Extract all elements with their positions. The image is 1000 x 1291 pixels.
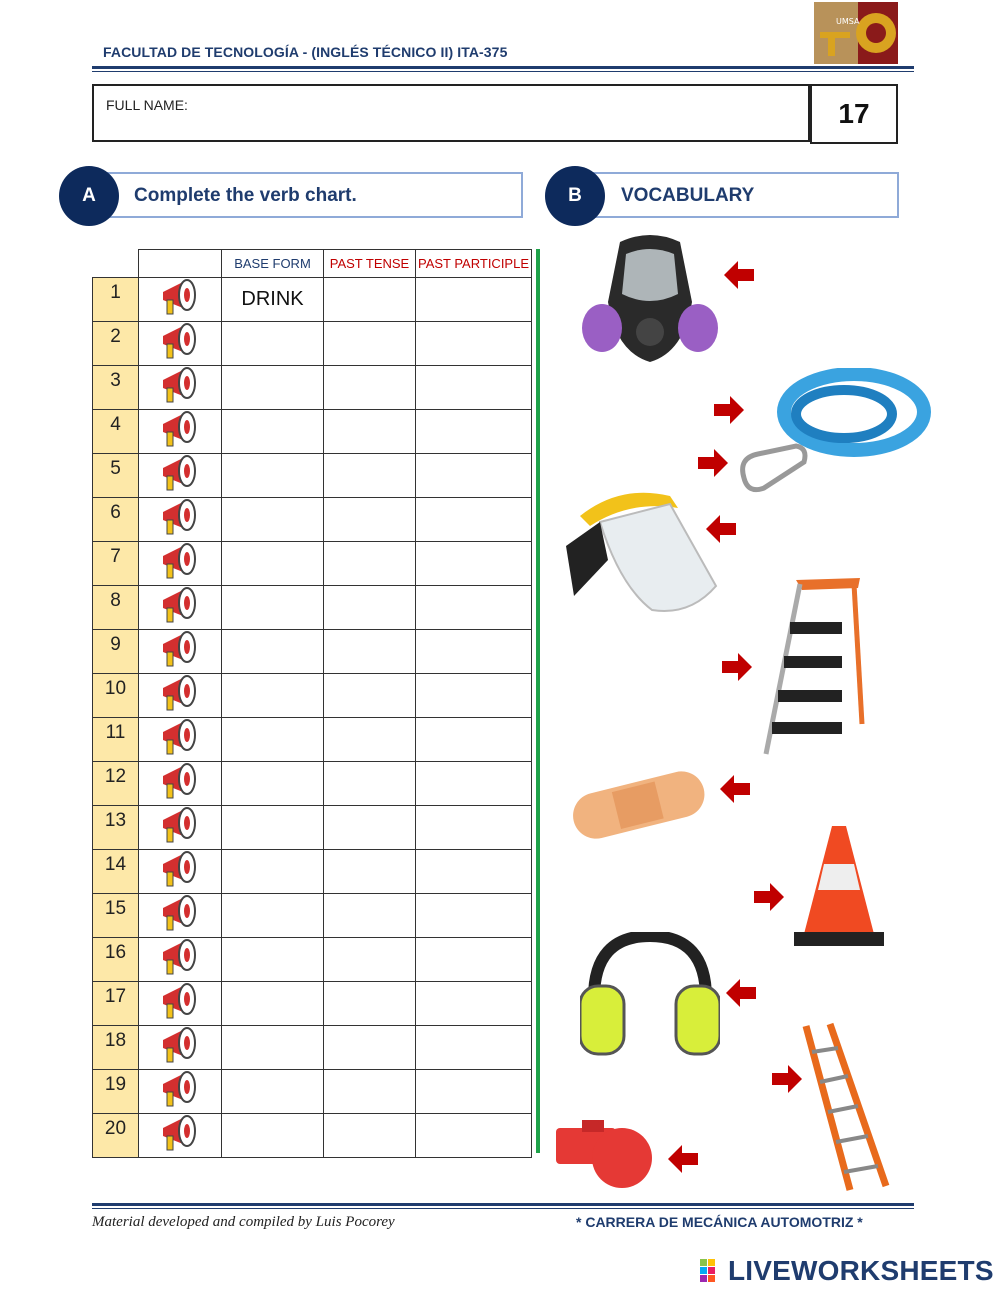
past-tense-cell[interactable]	[324, 894, 416, 938]
megaphone-icon[interactable]	[139, 410, 222, 454]
past-tense-cell[interactable]	[324, 718, 416, 762]
past-tense-cell[interactable]	[324, 454, 416, 498]
whistle-image	[554, 1110, 658, 1194]
base-form-cell[interactable]	[222, 850, 324, 894]
past-participle-cell[interactable]	[416, 1070, 532, 1114]
section-a-badge: A	[59, 166, 119, 226]
footer-credit: Material developed and compiled by Luis Pocorey	[92, 1214, 395, 1230]
footer-divider	[92, 1203, 914, 1206]
base-form-cell[interactable]	[222, 586, 324, 630]
header-blank	[93, 250, 139, 278]
megaphone-icon[interactable]	[139, 718, 222, 762]
past-tense-cell[interactable]	[324, 498, 416, 542]
past-tense-cell[interactable]	[324, 1070, 416, 1114]
base-form-cell[interactable]	[222, 806, 324, 850]
score-box: 17	[810, 84, 898, 144]
verb-chart-row	[93, 586, 532, 630]
verb-chart-row	[93, 674, 532, 718]
base-form-cell[interactable]	[222, 1114, 324, 1158]
header-title: FACULTAD DE TECNOLOGÍA - (INGLÉS TÉCNICO II) ITA-375	[103, 44, 508, 60]
base-form-cell[interactable]	[222, 498, 324, 542]
footer-career: * CARRERA DE MECÁNICA AUTOMOTRIZ *	[576, 1214, 863, 1230]
verb-chart-row	[93, 630, 532, 674]
row-number: 15	[93, 894, 139, 938]
row-number: 9	[93, 630, 139, 674]
arrow-right-icon	[752, 880, 786, 914]
liveworksheets-logo-icon	[700, 1259, 724, 1283]
megaphone-icon[interactable]	[139, 894, 222, 938]
past-participle-cell[interactable]	[416, 586, 532, 630]
past-participle-cell[interactable]	[416, 542, 532, 586]
base-form-cell[interactable]	[222, 674, 324, 718]
megaphone-icon[interactable]	[139, 806, 222, 850]
face-shield-image	[560, 486, 720, 616]
base-form-cell[interactable]	[222, 1070, 324, 1114]
past-tense-cell[interactable]	[324, 850, 416, 894]
row-number: 8	[93, 586, 139, 630]
row-number: 17	[93, 982, 139, 1026]
section-a-title: Complete the verb chart.	[134, 185, 357, 206]
past-tense-cell[interactable]	[324, 1026, 416, 1070]
past-tense-cell[interactable]	[324, 630, 416, 674]
verb-chart-row	[93, 542, 532, 586]
past-participle-cell[interactable]	[416, 498, 532, 542]
row-number: 5	[93, 454, 139, 498]
past-tense-cell[interactable]	[324, 938, 416, 982]
full-name-box[interactable]	[92, 84, 810, 142]
past-participle-cell[interactable]	[416, 938, 532, 982]
past-participle-cell[interactable]	[416, 410, 532, 454]
arrow-right-icon	[720, 650, 754, 684]
base-form-cell[interactable]	[222, 322, 324, 366]
past-tense-cell[interactable]	[324, 542, 416, 586]
past-participle-cell[interactable]	[416, 982, 532, 1026]
arrow-right-icon	[696, 446, 730, 480]
verb-chart-row	[93, 806, 532, 850]
base-form-cell[interactable]	[222, 410, 324, 454]
section-b-badge: B	[545, 166, 605, 226]
carabiner-image	[734, 438, 810, 498]
megaphone-icon[interactable]	[139, 454, 222, 498]
past-tense-cell[interactable]	[324, 410, 416, 454]
header-divider-thin	[92, 71, 914, 72]
past-participle-cell[interactable]	[416, 278, 532, 322]
megaphone-icon[interactable]	[139, 366, 222, 410]
past-tense-cell[interactable]	[324, 762, 416, 806]
arrow-left-icon	[724, 976, 758, 1010]
base-form-cell[interactable]	[222, 630, 324, 674]
header-past-participle: PAST PARTICIPLE	[416, 250, 532, 278]
base-form-cell[interactable]	[222, 542, 324, 586]
row-number: 4	[93, 410, 139, 454]
megaphone-icon[interactable]	[139, 674, 222, 718]
header-divider	[92, 66, 914, 69]
megaphone-icon[interactable]	[139, 498, 222, 542]
base-form-cell[interactable]	[222, 454, 324, 498]
arrow-left-icon	[722, 258, 756, 292]
verb-chart-row	[93, 366, 532, 410]
liveworksheets-brand[interactable]	[700, 1255, 994, 1287]
header-base-form: BASE FORM	[222, 250, 324, 278]
megaphone-icon[interactable]	[139, 322, 222, 366]
megaphone-icon[interactable]	[139, 1070, 222, 1114]
past-participle-cell[interactable]	[416, 366, 532, 410]
row-number: 16	[93, 938, 139, 982]
base-form-cell[interactable]	[222, 366, 324, 410]
header-past-tense: PAST TENSE	[324, 250, 416, 278]
gas-mask-image	[580, 232, 720, 370]
megaphone-icon[interactable]	[139, 586, 222, 630]
verb-chart-row	[93, 278, 532, 322]
row-number: 11	[93, 718, 139, 762]
row-number: 6	[93, 498, 139, 542]
base-form-cell[interactable]	[222, 1026, 324, 1070]
past-participle-cell[interactable]	[416, 322, 532, 366]
past-tense-cell[interactable]	[324, 586, 416, 630]
past-participle-cell[interactable]	[416, 674, 532, 718]
verb-chart-header-row	[93, 250, 532, 278]
past-tense-cell[interactable]	[324, 806, 416, 850]
arrow-right-icon	[770, 1062, 804, 1096]
base-form-cell[interactable]	[222, 938, 324, 982]
past-participle-cell[interactable]	[416, 718, 532, 762]
row-number: 13	[93, 806, 139, 850]
column-divider	[536, 249, 540, 1153]
liveworksheets-text: LIVEWORKSHEETS	[728, 1255, 994, 1286]
ear-muffs-image	[580, 932, 720, 1058]
past-participle-cell[interactable]	[416, 850, 532, 894]
verb-chart-row	[93, 498, 532, 542]
megaphone-icon[interactable]	[139, 938, 222, 982]
row-number: 12	[93, 762, 139, 806]
row-number: 10	[93, 674, 139, 718]
verb-chart-row	[93, 1026, 532, 1070]
full-name-label: FULL NAME:	[106, 97, 188, 113]
verb-chart-row	[93, 322, 532, 366]
section-b-title: VOCABULARY	[621, 185, 755, 206]
verb-chart-row	[93, 982, 532, 1026]
megaphone-icon[interactable]	[139, 1026, 222, 1070]
past-tense-cell[interactable]	[324, 674, 416, 718]
megaphone-icon[interactable]	[139, 1114, 222, 1158]
row-number: 19	[93, 1070, 139, 1114]
footer-divider-thin	[92, 1208, 914, 1209]
verb-chart	[92, 249, 532, 1158]
row-number: 7	[93, 542, 139, 586]
arrow-left-icon	[704, 512, 738, 546]
row-number: 20	[93, 1114, 139, 1158]
base-form-cell[interactable]: DRINK	[222, 278, 324, 322]
verb-chart-row	[93, 1070, 532, 1114]
bandage-image	[566, 760, 712, 852]
past-participle-cell[interactable]	[416, 894, 532, 938]
verb-chart-row	[93, 850, 532, 894]
row-number: 14	[93, 850, 139, 894]
row-number: 2	[93, 322, 139, 366]
megaphone-icon[interactable]	[139, 278, 222, 322]
past-tense-cell[interactable]	[324, 366, 416, 410]
past-tense-cell[interactable]	[324, 322, 416, 366]
logo-text: UMSA	[836, 17, 860, 26]
past-tense-cell[interactable]	[324, 1114, 416, 1158]
row-number: 18	[93, 1026, 139, 1070]
verb-chart-row	[93, 894, 532, 938]
verb-chart-row	[93, 1114, 532, 1158]
megaphone-icon[interactable]	[139, 850, 222, 894]
past-tense-cell[interactable]	[324, 982, 416, 1026]
past-tense-cell[interactable]	[324, 278, 416, 322]
verb-chart-row	[93, 762, 532, 806]
faculty-logo	[814, 2, 898, 64]
base-form-cell[interactable]	[222, 762, 324, 806]
extension-ladder-image	[800, 1022, 892, 1194]
verb-chart-row	[93, 938, 532, 982]
base-form-cell[interactable]	[222, 718, 324, 762]
past-participle-cell[interactable]	[416, 630, 532, 674]
past-participle-cell[interactable]	[416, 806, 532, 850]
arrow-left-icon	[666, 1142, 700, 1176]
megaphone-icon[interactable]	[139, 630, 222, 674]
past-participle-cell[interactable]	[416, 1114, 532, 1158]
verb-chart-row	[93, 718, 532, 762]
base-form-cell[interactable]	[222, 894, 324, 938]
arrow-right-icon	[712, 393, 746, 427]
verb-chart-row	[93, 410, 532, 454]
header-empty-cell	[139, 250, 222, 278]
traffic-cone-image	[794, 824, 884, 950]
megaphone-icon[interactable]	[139, 982, 222, 1026]
row-number: 3	[93, 366, 139, 410]
base-form-cell[interactable]	[222, 982, 324, 1026]
row-number: 1	[93, 278, 139, 322]
verb-chart-row	[93, 454, 532, 498]
arrow-left-icon	[718, 772, 752, 806]
past-participle-cell[interactable]	[416, 454, 532, 498]
megaphone-icon[interactable]	[139, 542, 222, 586]
step-ladder-image	[756, 574, 868, 764]
past-participle-cell[interactable]	[416, 762, 532, 806]
megaphone-icon[interactable]	[139, 762, 222, 806]
past-participle-cell[interactable]	[416, 1026, 532, 1070]
